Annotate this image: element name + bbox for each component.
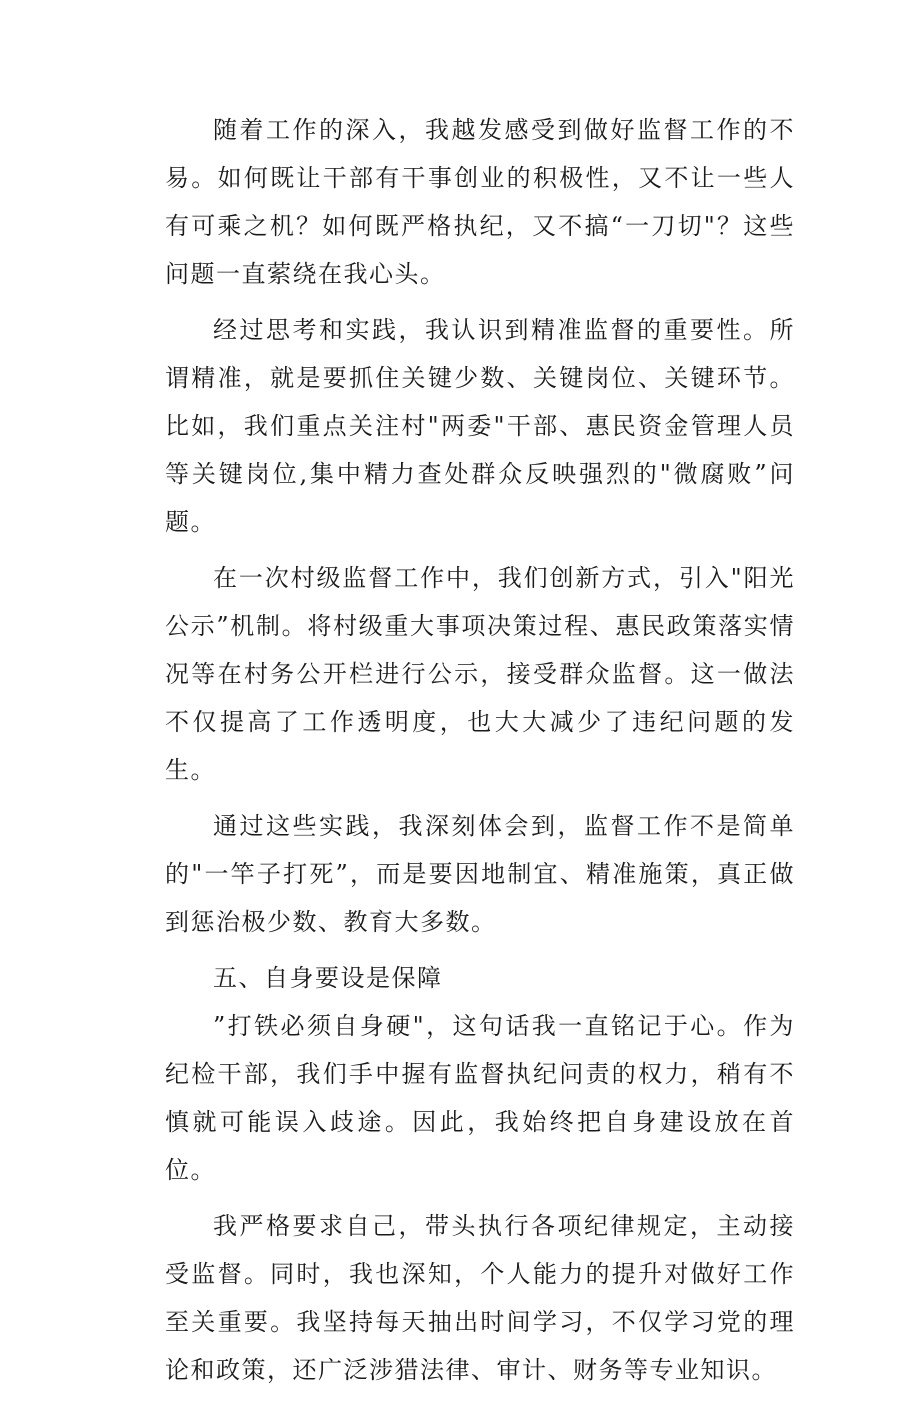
paragraph-2: 经过思考和实践，我认识到精准监督的重要性。所谓精准，就是要抓住关键少数、关键岗位、关键环节。比如，我们重点关注村"两委"干部、惠民资金管理人员等关键岗位,集中精力查处群众反映强烈的"微腐败”问题。 [165,316,795,536]
paragraph-6: 我严格要求自己，带头执行各项纪律规定，主动接受监督。同时，我也深知，个人能力的提升对做好工作至关重要。我坚持每天抽出时间学习，不仅学习党的理论和政策，还广泛涉猎法律、审计、财务等专业知识。 [165,1212,795,1384]
paragraph-3: 在一次村级监督工作中，我们创新方式，引入"阳光公示”机制。将村级重大事项决策过程、惠民政策落实情况等在村务公开栏进行公示，接受群众监督。这一做法不仅提高了工作透明度，也大大减少了违纪问题的发生。 [165,564,795,784]
paragraph-1: 随着工作的深入，我越发感受到做好监督工作的不易。如何既让干部有干事创业的积极性，又不让一些人有可乘之机？如何既严格执纪，又不搞“一刀切"？这些问题一直萦绕在我心头。 [165,116,795,288]
section-heading: 五、自身要设是保障 [213,964,443,992]
paragraph-5: ”打铁必须自身硬"，这句话我一直铭记于心。作为纪检干部，我们手中握有监督执纪问责的权力，稍有不慎就可能误入歧途。因此，我始终把自身建设放在首位。 [165,1012,795,1184]
document-body [165,106,795,1402]
paragraph-4: 通过这些实践，我深刻体会到，监督工作不是简单的"一竿子打死”，而是要因地制宜、精准施策，真正做到惩治极少数、教育大多数。 [165,812,795,936]
